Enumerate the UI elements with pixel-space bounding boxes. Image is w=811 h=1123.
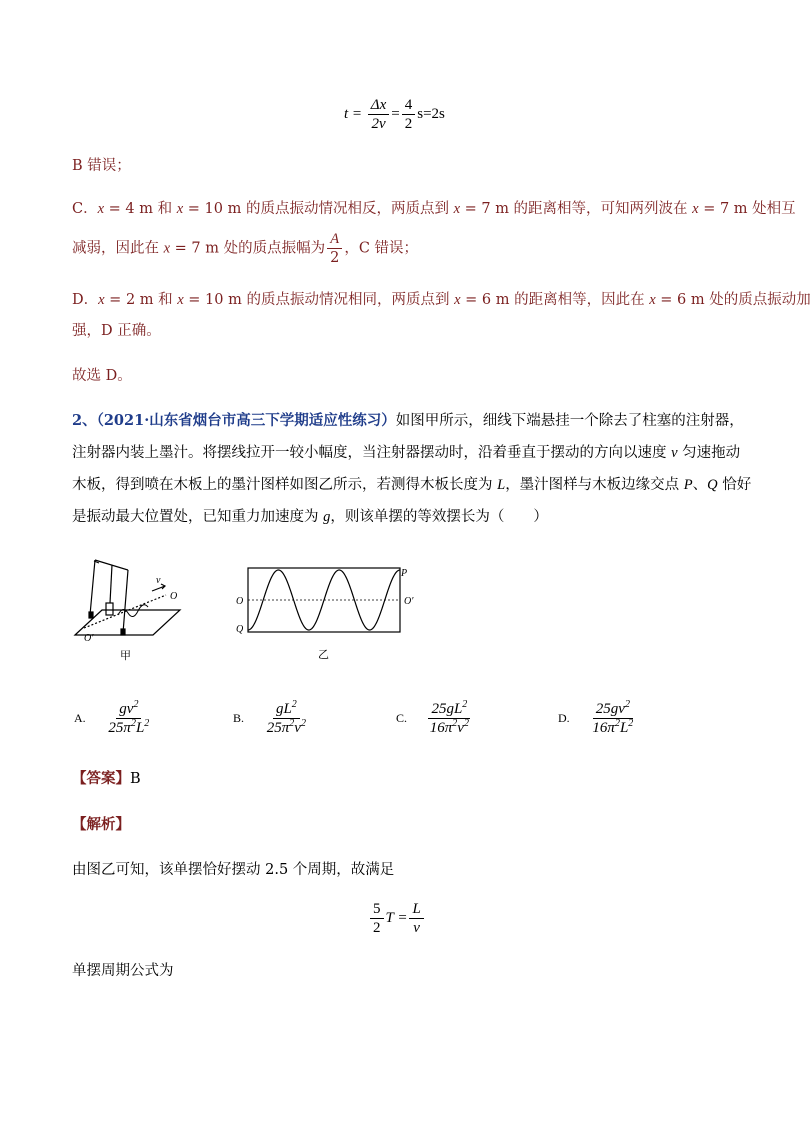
label-o: O [170, 591, 178, 602]
fraction: $\frac{25gL^2}{16\pi^2v^2}$ [429, 699, 469, 736]
fraction: $\frac{25gv^2}{16\pi^2L^2}$ [592, 699, 634, 736]
fraction: $\frac{\Delta x}{2v}$ [368, 96, 389, 133]
option-d-line2: 强，D 正确。 [72, 323, 161, 339]
fraction: $\frac{5}{2}$ [370, 900, 384, 937]
yi-label-p: P [401, 568, 408, 579]
analysis-line1: 由图乙可知，该单摆恰好摆动 2.5 个周期，故满足 [72, 862, 395, 878]
yi-label-o: O [236, 596, 244, 607]
formula-time: t = $\frac{\Delta x}{2v}$ = $\frac{4}{2}$ s=2s [344, 97, 445, 132]
question-2-line2: 注射器内装上墨汁。将摆线拉开一较小幅度，当注射器摆动时，沿着垂直于摆动的方向以速度 v 匀速拖动 [72, 445, 741, 461]
answer-line: 【答案】B [72, 770, 141, 787]
analysis-line2: 单摆周期公式为 [72, 963, 174, 979]
label-v: v [156, 575, 161, 586]
choice-c[interactable]: C. $\frac{25gL^2}{16\pi^2v^2}$ [396, 700, 474, 737]
choice-b[interactable]: B. $\frac{gL^2}{25\pi^2v^2}$ [233, 700, 311, 737]
choice-d[interactable]: D. $\frac{25gv^2}{16\pi^2L^2}$ [558, 700, 638, 737]
caption-jia: 甲 [120, 649, 131, 662]
line-b-wrong: B 错误； [72, 158, 131, 174]
caption-yi: 乙 [318, 648, 329, 661]
option-c-line2: 减弱，因此在 x = 7 m 处的质点振幅为 $\frac{A}{2}$ ，C 错误； [72, 231, 419, 266]
fraction: $\frac{A}{2}$ [327, 230, 342, 267]
fraction: $\frac{L}{v}$ [409, 900, 423, 937]
yi-label-q: Q [236, 624, 244, 635]
analysis-label: 【解析】 [72, 816, 130, 833]
choose-line: 故选 D。 [72, 368, 132, 384]
formula-period-count: $\frac{5}{2}$ T = $\frac{L}{v}$ [368, 900, 426, 937]
question-2-line1: 2、（2021·山东省烟台市高三下学期适应性练习）如图甲所示，细线下端悬挂一个除去了柱塞的注射器， [72, 412, 744, 429]
choice-a[interactable]: A. $\frac{gv^2}{25\pi^2L^2}$ [74, 700, 154, 737]
question-2-line3: 木板，得到喷在木板上的墨汁图样如图乙所示，若测得木板长度为 L，墨汁图样与木板边缘交点 P、Q 恰好 [72, 477, 752, 493]
figure-yi [232, 562, 422, 662]
option-c-line1: C．x = 4 m 和 x = 10 m 的质点振动情况相反，两质点到 x = 7 m 的距离相等，可知两列波在 x = 7 m 处相互 [72, 201, 796, 217]
fraction: $\frac{gL^2}{25\pi^2v^2}$ [266, 699, 306, 736]
option-d-line1: D．x = 2 m 和 x = 10 m 的质点振动情况相同，两质点到 x = 6 m 的距离相等，因此在 x = 6 m 处的质点振动加 [72, 292, 811, 308]
fraction: $\frac{gv^2}{25\pi^2L^2}$ [108, 699, 150, 736]
yi-label-o-prime: O′ [404, 596, 414, 607]
question-2-line4: 是振动最大位置处，已知重力加速度为 g，则该单摆的等效摆长为（ ） [72, 509, 548, 525]
fraction: $\frac{4}{2}$ [402, 96, 416, 133]
label-o-prime: O′ [84, 633, 94, 644]
figure-jia [70, 555, 200, 665]
